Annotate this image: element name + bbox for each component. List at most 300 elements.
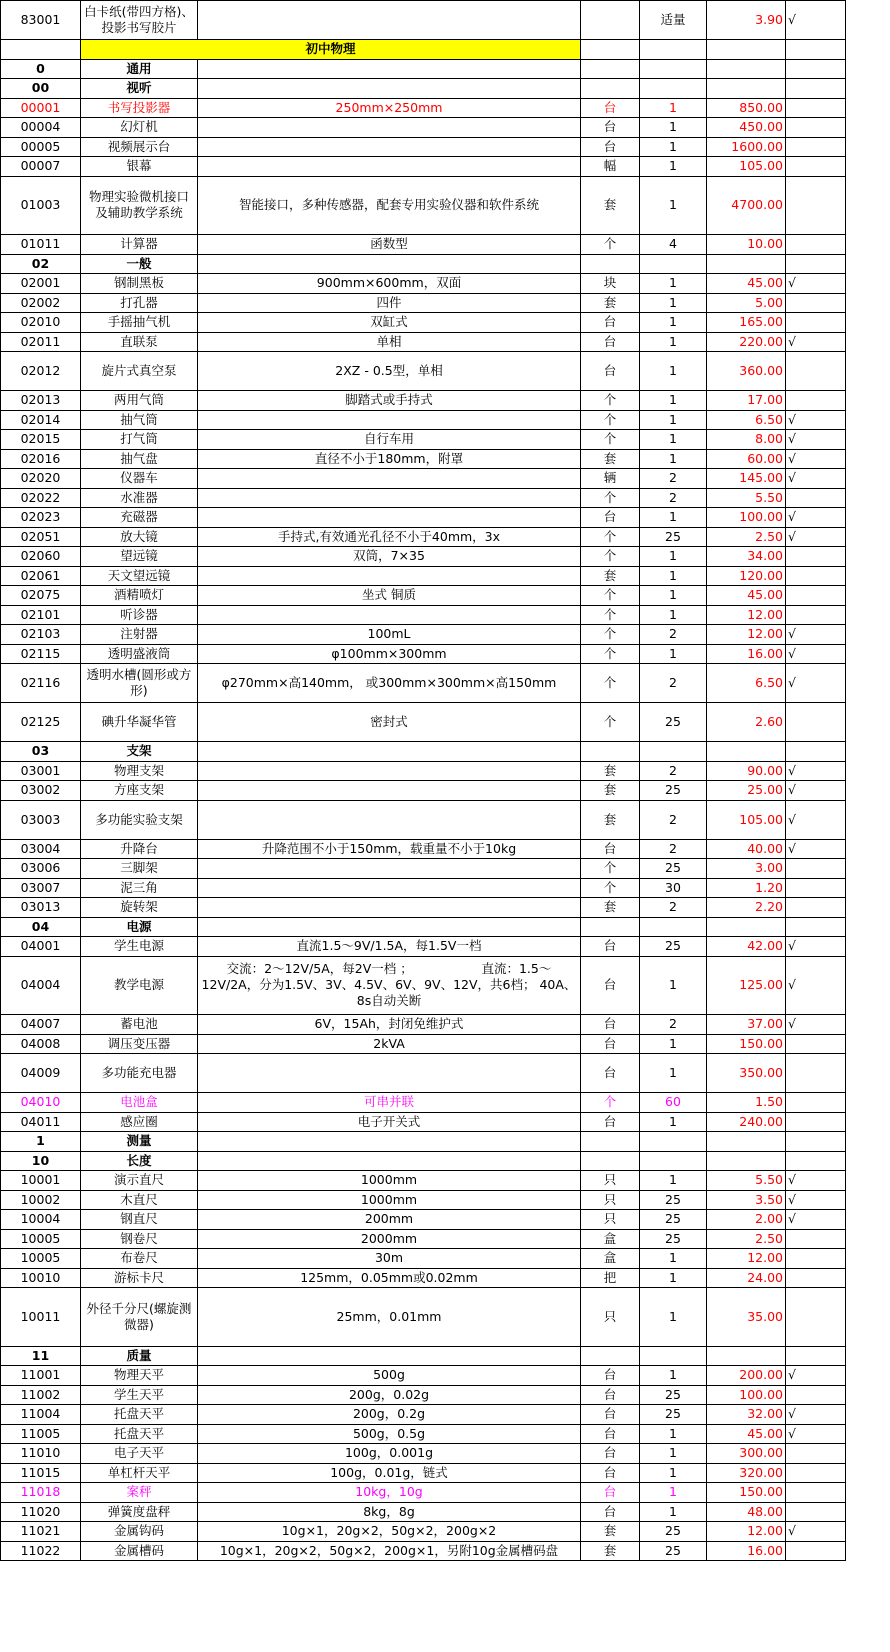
qty-cell: 1 [640, 274, 707, 294]
unit-cell: 个 [581, 527, 640, 547]
unit-cell: 台 [581, 1112, 640, 1132]
qty-cell [640, 254, 707, 274]
mark-cell [786, 59, 846, 79]
mark-cell [786, 1112, 846, 1132]
price-cell: 25.00 [707, 781, 786, 801]
mark-cell: √ [786, 1210, 846, 1230]
name-cell: 一般 [81, 254, 198, 274]
mark-cell [786, 254, 846, 274]
spec-cell: 200g，0.2g [198, 1405, 581, 1425]
name-cell: 旋片式真空泵 [81, 352, 198, 391]
category-row [1, 1132, 846, 1152]
price-cell: 150.00 [707, 1034, 786, 1054]
spec-cell: 900mm×600mm，双面 [198, 274, 581, 294]
unit-cell: 只 [581, 1171, 640, 1191]
mark-cell [786, 1249, 846, 1269]
mark-cell [786, 1444, 846, 1464]
unit-cell: 台 [581, 313, 640, 333]
code-cell: 04011 [1, 1112, 81, 1132]
unit-cell: 个 [581, 430, 640, 450]
unit-cell: 块 [581, 274, 640, 294]
qty-cell: 1 [640, 1288, 707, 1347]
price-cell [707, 40, 786, 60]
table-row [1, 586, 846, 606]
spec-cell [198, 917, 581, 937]
mark-cell: √ [786, 937, 846, 957]
mark-cell: √ [786, 1190, 846, 1210]
name-cell: 视频展示台 [81, 137, 198, 157]
unit-cell [581, 1, 640, 40]
table-row [1, 1229, 846, 1249]
spec-cell: 250mm×250mm [198, 98, 581, 118]
spec-cell: 直径不小于180mm，附罩 [198, 449, 581, 469]
spec-cell [198, 781, 581, 801]
spec-cell: 自行车用 [198, 430, 581, 450]
price-cell: 35.00 [707, 1288, 786, 1347]
name-cell: 银幕 [81, 157, 198, 177]
qty-cell: 2 [640, 664, 707, 703]
mark-cell [786, 1034, 846, 1054]
price-cell: 37.00 [707, 1015, 786, 1035]
code-cell: 10001 [1, 1171, 81, 1191]
spec-cell: 30m [198, 1249, 581, 1269]
code-cell: 0 [1, 59, 81, 79]
mark-cell [786, 118, 846, 138]
code-cell [1, 40, 81, 60]
mark-cell: √ [786, 430, 846, 450]
code-cell: 11022 [1, 1541, 81, 1561]
code-cell: 03001 [1, 761, 81, 781]
name-cell: 学生电源 [81, 937, 198, 957]
name-cell: 望远镜 [81, 547, 198, 567]
name-cell: 白卡纸(带四方格)、投影书写胶片 [81, 1, 198, 40]
price-cell: 45.00 [707, 586, 786, 606]
spec-cell: 100g，0.001g [198, 1444, 581, 1464]
table-row [1, 118, 846, 138]
qty-cell [640, 1132, 707, 1152]
qty-cell: 30 [640, 878, 707, 898]
qty-cell: 25 [640, 703, 707, 742]
name-cell: 布卷尺 [81, 1249, 198, 1269]
name-cell: 视听 [81, 79, 198, 99]
spec-cell: 智能接口，多种传感器，配套专用实验仪器和软件系统 [198, 176, 581, 235]
name-cell: 天文望远镜 [81, 566, 198, 586]
spec-cell: 升降范围不小于150mm，载重量不小于10kg [198, 839, 581, 859]
qty-cell: 2 [640, 839, 707, 859]
qty-cell: 1 [640, 157, 707, 177]
price-cell: 3.00 [707, 859, 786, 879]
price-cell: 45.00 [707, 1424, 786, 1444]
code-cell: 04001 [1, 937, 81, 957]
table-row [1, 547, 846, 567]
price-cell: 4700.00 [707, 176, 786, 235]
mark-cell [786, 566, 846, 586]
spec-cell: 双缸式 [198, 313, 581, 333]
price-cell [707, 1151, 786, 1171]
unit-cell [581, 40, 640, 60]
price-cell: 2.60 [707, 703, 786, 742]
spec-cell: 2000mm [198, 1229, 581, 1249]
table-row [1, 410, 846, 430]
mark-cell: √ [786, 1522, 846, 1542]
table-row [1, 1502, 846, 1522]
code-cell: 02016 [1, 449, 81, 469]
mark-cell [786, 1385, 846, 1405]
price-cell: 12.00 [707, 1249, 786, 1269]
name-cell: 计算器 [81, 235, 198, 255]
mark-cell: √ [786, 410, 846, 430]
spec-cell [198, 488, 581, 508]
name-cell: 泥三角 [81, 878, 198, 898]
table-row [1, 1385, 846, 1405]
code-cell: 04007 [1, 1015, 81, 1035]
mark-cell: √ [786, 781, 846, 801]
code-cell: 02061 [1, 566, 81, 586]
mark-cell [786, 742, 846, 762]
unit-cell: 台 [581, 137, 640, 157]
price-cell: 1600.00 [707, 137, 786, 157]
price-cell: 45.00 [707, 274, 786, 294]
table-row [1, 800, 846, 839]
code-cell: 10004 [1, 1210, 81, 1230]
mark-cell: √ [786, 1405, 846, 1425]
code-cell: 03004 [1, 839, 81, 859]
code-cell: 00001 [1, 98, 81, 118]
spec-cell: 8kg，8g [198, 1502, 581, 1522]
table-row [1, 566, 846, 586]
qty-cell: 1 [640, 566, 707, 586]
unit-cell: 个 [581, 859, 640, 879]
price-cell: 320.00 [707, 1463, 786, 1483]
mark-cell: √ [786, 839, 846, 859]
table-row [1, 898, 846, 918]
table-row [1, 761, 846, 781]
mark-cell [786, 917, 846, 937]
spec-cell [198, 566, 581, 586]
name-cell: 单杠杆天平 [81, 1463, 198, 1483]
qty-cell: 1 [640, 1366, 707, 1386]
price-cell: 6.50 [707, 410, 786, 430]
price-cell: 5.50 [707, 1171, 786, 1191]
unit-cell: 台 [581, 1015, 640, 1035]
table-row [1, 1366, 846, 1386]
qty-cell: 1 [640, 1249, 707, 1269]
price-cell: 145.00 [707, 469, 786, 489]
qty-cell: 25 [640, 1385, 707, 1405]
qty-cell: 1 [640, 98, 707, 118]
code-cell: 02075 [1, 586, 81, 606]
unit-cell: 个 [581, 391, 640, 411]
table-row [1, 1054, 846, 1093]
qty-cell [640, 917, 707, 937]
table-row [1, 527, 846, 547]
qty-cell [640, 79, 707, 99]
name-cell: 游标卡尺 [81, 1268, 198, 1288]
spec-cell: 2XZ - 0.5型，单相 [198, 352, 581, 391]
unit-cell: 台 [581, 1366, 640, 1386]
code-cell: 10010 [1, 1268, 81, 1288]
qty-cell: 1 [640, 1171, 707, 1191]
unit-cell: 套 [581, 898, 640, 918]
spec-cell: 单相 [198, 332, 581, 352]
spec-cell [198, 157, 581, 177]
unit-cell: 个 [581, 625, 640, 645]
qty-cell [640, 59, 707, 79]
qty-cell: 2 [640, 1015, 707, 1035]
table-row [1, 644, 846, 664]
qty-cell: 2 [640, 761, 707, 781]
qty-cell: 25 [640, 1522, 707, 1542]
table-row [1, 235, 846, 255]
qty-cell: 1 [640, 176, 707, 235]
code-cell: 11018 [1, 1483, 81, 1503]
spec-cell [198, 410, 581, 430]
name-cell: 幻灯机 [81, 118, 198, 138]
table-row [1, 1, 846, 40]
table-row [1, 956, 846, 1015]
price-cell: 125.00 [707, 956, 786, 1015]
mark-cell [786, 1229, 846, 1249]
unit-cell: 台 [581, 937, 640, 957]
category-row [1, 917, 846, 937]
code-cell: 11010 [1, 1444, 81, 1464]
qty-cell: 1 [640, 644, 707, 664]
price-cell [707, 1132, 786, 1152]
code-cell: 02060 [1, 547, 81, 567]
code-cell: 83001 [1, 1, 81, 40]
mark-cell [786, 1502, 846, 1522]
name-cell: 放大镜 [81, 527, 198, 547]
mark-cell: √ [786, 274, 846, 294]
unit-cell: 台 [581, 1463, 640, 1483]
qty-cell: 适量 [640, 1, 707, 40]
name-cell: 抽气盘 [81, 449, 198, 469]
qty-cell: 25 [640, 527, 707, 547]
price-cell: 10.00 [707, 235, 786, 255]
mark-cell: √ [786, 332, 846, 352]
mark-cell: √ [786, 469, 846, 489]
mark-cell [786, 391, 846, 411]
mark-cell: √ [786, 625, 846, 645]
name-cell: 钢卷尺 [81, 1229, 198, 1249]
unit-cell: 个 [581, 878, 640, 898]
name-cell: 钢制黑板 [81, 274, 198, 294]
table-row [1, 1034, 846, 1054]
price-cell: 100.00 [707, 508, 786, 528]
code-cell: 00 [1, 79, 81, 99]
code-cell: 02020 [1, 469, 81, 489]
unit-cell: 台 [581, 1034, 640, 1054]
table-row [1, 137, 846, 157]
name-cell: 直联泵 [81, 332, 198, 352]
spec-cell: 100g，0.01g，链式 [198, 1463, 581, 1483]
price-cell: 100.00 [707, 1385, 786, 1405]
price-cell: 6.50 [707, 664, 786, 703]
qty-cell: 1 [640, 430, 707, 450]
price-cell: 240.00 [707, 1112, 786, 1132]
mark-cell [786, 352, 846, 391]
table-row [1, 449, 846, 469]
mark-cell [786, 79, 846, 99]
price-cell: 150.00 [707, 1483, 786, 1503]
price-cell: 850.00 [707, 98, 786, 118]
qty-cell: 1 [640, 449, 707, 469]
name-cell: 听诊器 [81, 605, 198, 625]
price-cell [707, 917, 786, 937]
price-cell: 1.20 [707, 878, 786, 898]
unit-cell: 个 [581, 488, 640, 508]
price-cell: 34.00 [707, 547, 786, 567]
table-row [1, 157, 846, 177]
unit-cell: 台 [581, 508, 640, 528]
code-cell: 02014 [1, 410, 81, 430]
qty-cell: 25 [640, 1190, 707, 1210]
code-cell: 04008 [1, 1034, 81, 1054]
category-row [1, 1346, 846, 1366]
spec-cell [198, 508, 581, 528]
table-row [1, 1249, 846, 1269]
qty-cell: 1 [640, 1034, 707, 1054]
mark-cell [786, 547, 846, 567]
code-cell: 11015 [1, 1463, 81, 1483]
mark-cell [786, 235, 846, 255]
category-row [1, 254, 846, 274]
unit-cell: 台 [581, 352, 640, 391]
mark-cell [786, 293, 846, 313]
qty-cell: 1 [640, 1268, 707, 1288]
mark-cell [786, 1288, 846, 1347]
code-cell: 04004 [1, 956, 81, 1015]
unit-cell [581, 742, 640, 762]
unit-cell [581, 1346, 640, 1366]
unit-cell: 套 [581, 1522, 640, 1542]
table-row [1, 1210, 846, 1230]
code-cell: 02115 [1, 644, 81, 664]
name-cell: 碘升华凝华管 [81, 703, 198, 742]
unit-cell: 台 [581, 1424, 640, 1444]
mark-cell [786, 859, 846, 879]
qty-cell: 1 [640, 547, 707, 567]
mark-cell: √ [786, 1, 846, 40]
code-cell: 03006 [1, 859, 81, 879]
table-row [1, 1444, 846, 1464]
mark-cell [786, 1483, 846, 1503]
name-cell: 案秤 [81, 1483, 198, 1503]
name-cell: 电池盒 [81, 1093, 198, 1113]
table-row [1, 1112, 846, 1132]
banner-cell: 初中物理 [81, 40, 581, 60]
price-cell: 3.90 [707, 1, 786, 40]
price-cell: 12.00 [707, 1522, 786, 1542]
category-row [1, 742, 846, 762]
spec-cell: 100mL [198, 625, 581, 645]
code-cell: 1 [1, 1132, 81, 1152]
price-cell: 450.00 [707, 118, 786, 138]
spec-cell: φ100mm×300mm [198, 644, 581, 664]
spec-cell: 交流：2～12V/5A，每2V一档 ； 直流：1.5～12V/2A，分为1.5V、3V、4.5V、6V、9V、12V，共6档； 40A、8s自动关断 [198, 956, 581, 1015]
price-cell: 12.00 [707, 625, 786, 645]
price-cell: 32.00 [707, 1405, 786, 1425]
table-row [1, 469, 846, 489]
table-row [1, 703, 846, 742]
code-cell: 11020 [1, 1502, 81, 1522]
price-cell: 2.20 [707, 898, 786, 918]
unit-cell: 台 [581, 332, 640, 352]
mark-cell [786, 313, 846, 333]
unit-cell: 套 [581, 761, 640, 781]
name-cell: 调压变压器 [81, 1034, 198, 1054]
qty-cell: 2 [640, 469, 707, 489]
table-row [1, 1424, 846, 1444]
table-row [1, 937, 846, 957]
price-cell: 200.00 [707, 1366, 786, 1386]
table-row [1, 605, 846, 625]
unit-cell: 辆 [581, 469, 640, 489]
qty-cell: 1 [640, 1483, 707, 1503]
mark-cell [786, 586, 846, 606]
qty-cell: 1 [640, 1444, 707, 1464]
qty-cell: 1 [640, 391, 707, 411]
table-row [1, 1541, 846, 1561]
name-cell: 两用气筒 [81, 391, 198, 411]
price-cell: 16.00 [707, 1541, 786, 1561]
mark-cell: √ [786, 1424, 846, 1444]
name-cell: 蓄电池 [81, 1015, 198, 1035]
mark-cell [786, 1268, 846, 1288]
code-cell: 04 [1, 917, 81, 937]
section-banner-row [1, 40, 846, 60]
spec-cell: 10kg，10g [198, 1483, 581, 1503]
code-cell: 02125 [1, 703, 81, 742]
name-cell: 电源 [81, 917, 198, 937]
price-cell: 300.00 [707, 1444, 786, 1464]
spec-cell [198, 137, 581, 157]
mark-cell [786, 878, 846, 898]
name-cell: 通用 [81, 59, 198, 79]
table-row [1, 1522, 846, 1542]
qty-cell: 25 [640, 1210, 707, 1230]
spec-cell: 200mm [198, 1210, 581, 1230]
price-cell: 220.00 [707, 332, 786, 352]
spec-cell: 1000mm [198, 1190, 581, 1210]
name-cell: 感应圈 [81, 1112, 198, 1132]
spec-cell [198, 878, 581, 898]
unit-cell: 台 [581, 118, 640, 138]
table-row [1, 1190, 846, 1210]
table-row [1, 1483, 846, 1503]
name-cell: 酒精喷灯 [81, 586, 198, 606]
qty-cell: 2 [640, 488, 707, 508]
code-cell: 02116 [1, 664, 81, 703]
unit-cell: 只 [581, 1210, 640, 1230]
code-cell: 10005 [1, 1249, 81, 1269]
spec-cell: 500g，0.5g [198, 1424, 581, 1444]
price-cell [707, 742, 786, 762]
name-cell: 抽气筒 [81, 410, 198, 430]
code-cell: 03007 [1, 878, 81, 898]
unit-cell: 个 [581, 1093, 640, 1113]
code-cell: 02015 [1, 430, 81, 450]
price-cell: 24.00 [707, 1268, 786, 1288]
spec-cell [198, 254, 581, 274]
spec-cell: 125mm，0.05mm或0.02mm [198, 1268, 581, 1288]
mark-cell [786, 137, 846, 157]
unit-cell: 台 [581, 98, 640, 118]
spec-cell [198, 742, 581, 762]
price-cell: 105.00 [707, 157, 786, 177]
unit-cell: 只 [581, 1288, 640, 1347]
spec-cell: 函数型 [198, 235, 581, 255]
